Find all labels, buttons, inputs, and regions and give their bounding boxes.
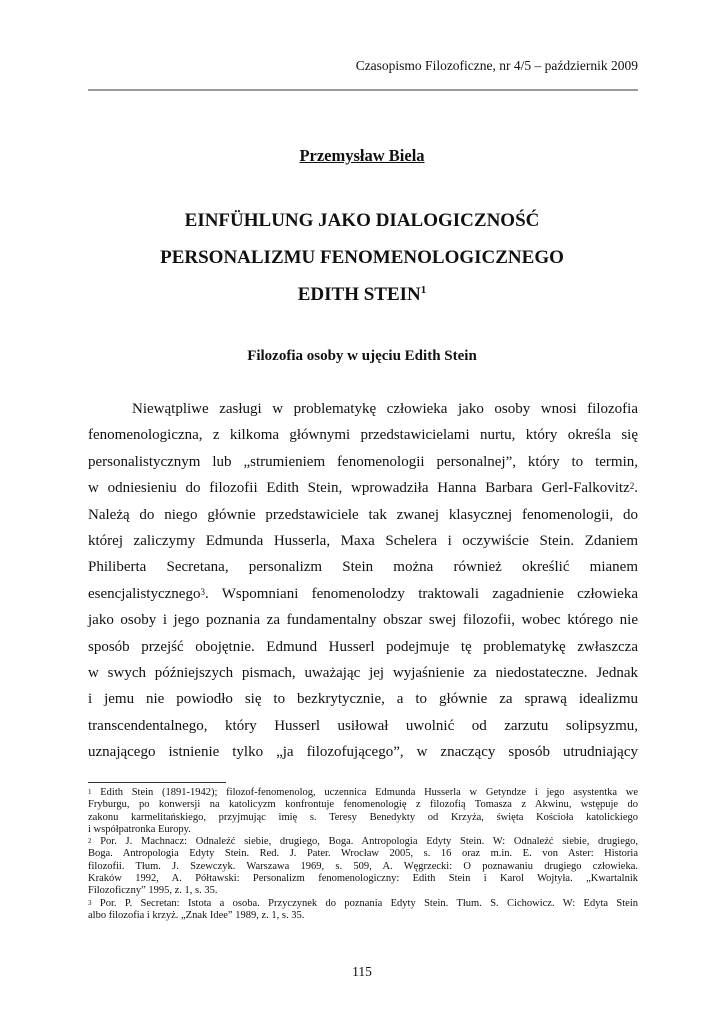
body-line: Philiberta Secretana, personalizm Stein można również określić mianem — [88, 559, 638, 576]
body-line-tail: . Wspomniani fenomenolodzy traktowali zagadnienie człowieka — [204, 585, 638, 602]
footnote-3 — [88, 898, 638, 923]
body-line: esencjalistycznego — [88, 585, 201, 602]
section-heading: Filozofia osoby w ujęciu Edith Stein — [247, 348, 477, 364]
footnote-line: albo filozofia i krzyż. „Znak Idee” 1989, z. 1, s. 35. — [88, 909, 305, 921]
body-line-8 — [88, 581, 638, 607]
body-paragraph — [88, 396, 638, 765]
title-line: EINFÜHLUNG JAKO DIALOGICZNOŚĆ — [184, 210, 540, 231]
body-line: której zaliczymy Edmunda Husserla, Maxa Schelera i oczywiście Stein. Zdaniem — [88, 532, 638, 549]
body-line: Należą do niego głównie przedstawiciele tak zwanej klasycznej fenomenologii, do — [88, 506, 638, 523]
journal-header: Czasopismo Filozoficzne, nr 4/5 – październik 2009 — [355, 58, 638, 73]
body-line: transcendentalnego, który Husserl usiłował uwolnić od zarzutu solipsyzmu, — [88, 717, 638, 734]
body-line: personalistycznym lub „strumieniem fenomenologii personalnej”, który to termin, — [88, 453, 638, 470]
footnote-line — [88, 787, 638, 799]
footnote-text: Edith Stein (1891-1942); filozof-fenomenolog, uczennica Edmunda Husserla w Getyndze i jego asystentka we — [100, 787, 638, 798]
footnote-line: zakonu karmelitańskiego, przyjmując imię s. Teresy Benedykty od Krzyża, święta Kościoła katolickiego — [88, 811, 638, 823]
body-line: w swych późniejszych pismach, uważając jej wyjaśnienie za niedostateczne. Jednak — [88, 664, 638, 681]
page-number: 115 — [352, 964, 372, 979]
footnote-2 — [88, 836, 638, 897]
body-line-4 — [88, 475, 638, 501]
footnote-line: Boga. Antropologia Edyty Stein. Red. J. Pater. Wrocław 2005, s. 16 oraz m.in. E. von Aster: Historia — [88, 848, 638, 860]
title-line: PERSONALIZMU FENOMENOLOGICZNEGO — [160, 247, 564, 268]
title-line-3 — [0, 276, 724, 313]
footnotes — [88, 787, 638, 922]
body-line-tail: . — [634, 480, 638, 497]
footnote-line: Filozoficzny” 1995, z. 1, s. 35. — [88, 885, 218, 897]
body-line: jako osoby i jego poznania za fundamentalny obszar swej filozofii, wobec którego nie — [88, 612, 638, 629]
footnote-text: Por. P. Secretan: Istota a osoba. Przyczynek do poznania Edyty Stein. Tłum. S. Cichowicz. W: Edyta Stein — [99, 897, 638, 909]
footnote-line — [88, 898, 638, 910]
title-line: EDITH STEIN — [297, 284, 421, 305]
footnote-text: Por. J. Machnacz: Odnaleźć siebie, drugiego, Boga. Antropologia Edyty Stein. W: Odnaleźć siebie, drugiego, — [100, 836, 638, 848]
footnote-number: 2 — [88, 837, 92, 846]
body-line: sposób przejść obojętnie. Edmund Husserl podejmuje tę problematykę zwłaszcza — [88, 638, 638, 655]
footnote-line: filozofii. Tłum. J. Szewczyk. Warszawa 1969, s. 509, A. Węgrzecki: O poznawaniu drugiego człowieka. — [88, 860, 638, 872]
article-title — [0, 202, 724, 313]
footnote-marker[interactable]: 2 — [629, 481, 635, 492]
title-footnote-marker[interactable]: 1 — [420, 284, 427, 296]
body-line: w odniesieniu do filozofii Edith Stein, wprowadziła Hanna Barbara Gerl-Falkovitz — [88, 480, 630, 497]
footnote-number: 1 — [88, 788, 92, 796]
body-line: Niewątpliwe zasługi w problematykę człowieka jako osoby wnosi filozofia — [132, 401, 638, 417]
footnote-marker[interactable]: 3 — [200, 586, 205, 597]
footnote-separator — [88, 782, 226, 783]
footnote-line: Kraków 1992, A. Półtawski: Personalizm fenomenologiczny: Edith Stein i Karol Wojtyła. „Kwartalnik — [88, 873, 638, 885]
footnote-1 — [88, 787, 638, 836]
body-line: uznającego istnienie tylko „ja filozofującego”, w znaczący sposób utrudniający — [88, 744, 638, 761]
footnote-line: Fryburgu, po konwersji na katolicyzm konfrontuje fenomenologię z filozofią Tomasza z Akwinu, wstępuje do — [88, 799, 638, 811]
footnote-line: i współpatronka Europy. — [88, 823, 191, 835]
footnote-number: 3 — [88, 898, 92, 907]
header-rule — [88, 89, 638, 91]
body-line: fenomenologiczna, z kilkoma głównymi przedstawicielami nurtu, który określa się — [88, 427, 638, 444]
footnote-line — [88, 836, 638, 848]
article-author: Przemysław Biela — [299, 146, 425, 165]
body-line: i jemu nie powiodło się to bezkrytycznie, a to głównie za sprawą idealizmu — [88, 691, 638, 708]
